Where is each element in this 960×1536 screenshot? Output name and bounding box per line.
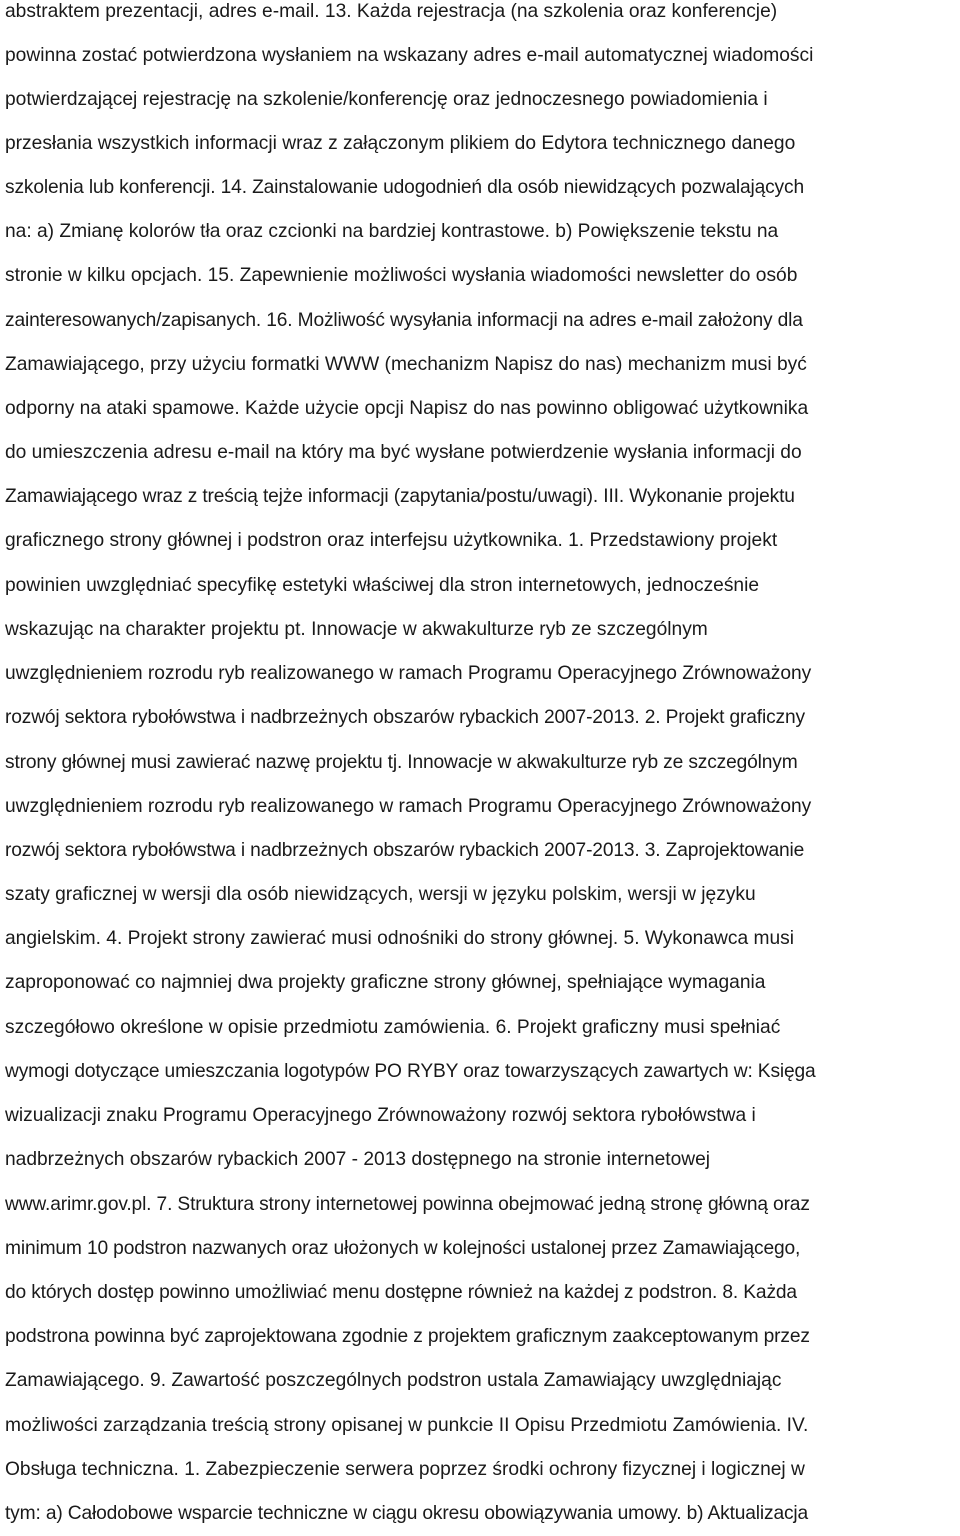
body-text-line: abstraktem prezentacji, adres e-mail. 13. Każda rejestracja (na szkolenia oraz konferencje) <box>5 1 778 22</box>
body-text-line: szaty graficznej w wersji dla osób niewidzących, wersji w języku polskim, wersji w języku <box>5 884 756 905</box>
body-text-line: stronie w kilku opcjach. 15. Zapewnienie możliwości wysłania wiadomości newsletter do osób <box>5 265 798 286</box>
body-text-line: Zamawiającego wraz z treścią tejże informacji (zapytania/postu/uwagi). III. Wykonanie projektu <box>5 486 795 507</box>
body-text-line: odporny na ataki spamowe. Każde użycie opcji Napisz do nas powinno obligować użytkownika <box>5 398 809 419</box>
body-text-line: do umieszczenia adresu e-mail na który ma być wysłane potwierdzenie wysłania informacji do <box>5 442 802 463</box>
body-text-line: nadbrzeżnych obszarów rybackich 2007 - 2013 dostępnego na stronie internetowej <box>5 1149 711 1170</box>
body-text-line: rozwój sektora rybołówstwa i nadbrzeżnych obszarów rybackich 2007-2013. 3. Zaprojektowanie <box>5 840 805 861</box>
body-text-line: zainteresowanych/zapisanych. 16. Możliwość wysyłania informacji na adres e-mail założony dla <box>5 310 803 331</box>
body-text-line: powinien uwzględniać specyfikę estetyki właściwej dla stron internetowych, jednocześnie <box>5 575 760 596</box>
body-text-line: potwierdzającej rejestrację na szkolenie/konferencję oraz jednoczesnego powiadomienia i <box>5 89 768 110</box>
body-text-line: uwzględnieniem rozrodu ryb realizowanego w ramach Programu Operacyjnego Zrównoważony <box>5 663 812 684</box>
body-text-line: możliwości zarządzania treścią strony opisanej w punkcie II Opisu Przedmiotu Zamówienia. IV. <box>5 1415 809 1436</box>
body-text-line: przesłania wszystkich informacji wraz z załączonym plikiem do Edytora technicznego danego <box>5 133 796 154</box>
body-text-line: angielskim. 4. Projekt strony zawierać musi odnośniki do strony głównej. 5. Wykonawca musi <box>5 928 794 949</box>
body-text-line: zaproponować co najmniej dwa projekty graficzne strony głównej, spełniające wymagania <box>5 972 766 993</box>
body-text-line: na: a) Zmianę kolorów tła oraz czcionki na bardziej kontrastowe. b) Powiększenie tekstu na <box>5 221 779 242</box>
body-text-line: strony głównej musi zawierać nazwę projektu tj. Innowacje w akwakulturze ryb ze szczególnym <box>5 752 798 773</box>
body-text-line: szkolenia lub konferencji. 14. Zainstalowanie udogodnień dla osób niewidzących pozwalających <box>5 177 804 198</box>
body-text-line: szczegółowo określone w opisie przedmiotu zamówienia. 6. Projekt graficzny musi spełniać <box>5 1017 781 1038</box>
body-text-line: wizualizacji znaku Programu Operacyjnego Zrównoważony rozwój sektora rybołówstwa i <box>5 1105 756 1126</box>
body-text-line: graficznego strony głównej i podstron oraz interfejsu użytkownika. 1. Przedstawiony projekt <box>5 530 778 551</box>
body-text-line: Zamawiającego, przy użyciu formatki WWW (mechanizm Napisz do nas) mechanizm musi być <box>5 354 807 375</box>
body-text-line: tym: a) Całodobowe wsparcie techniczne w ciągu okresu obowiązywania umowy. b) Aktualizacja <box>5 1503 809 1524</box>
body-text-line: uwzględnieniem rozrodu ryb realizowanego w ramach Programu Operacyjnego Zrównoważony <box>5 796 812 817</box>
body-text-line: Obsługa techniczna. 1. Zabezpieczenie serwera poprzez środki ochrony fizycznej i logicznej w <box>5 1459 805 1480</box>
body-text-line: www.arimr.gov.pl. 7. Struktura strony internetowej powinna obejmować jedną stronę główną oraz <box>5 1194 810 1215</box>
body-text-line: podstrona powinna być zaprojektowana zgodnie z projektem graficznym zaakceptowanym przez <box>5 1326 810 1347</box>
body-text-line: wymogi dotyczące umieszczania logotypów PO RYBY oraz towarzyszących zawartych w: Księga <box>5 1061 816 1082</box>
body-text-line: wskazując na charakter projektu pt. Innowacje w akwakulturze ryb ze szczególnym <box>5 619 708 640</box>
body-text-line: do których dostęp powinno umożliwiać menu dostępne również na każdej z podstron. 8. Każda <box>5 1282 797 1303</box>
body-text-line: powinna zostać potwierdzona wysłaniem na wskazany adres e-mail automatycznej wiadomości <box>5 45 814 66</box>
body-text-line: minimum 10 podstron nazwanych oraz ułożonych w kolejności ustalonej przez Zamawiającego, <box>5 1238 801 1259</box>
body-text-line: Zamawiającego. 9. Zawartość poszczególnych podstron ustala Zamawiający uwzględniając <box>5 1370 782 1391</box>
body-text-line: rozwój sektora rybołówstwa i nadbrzeżnych obszarów rybackich 2007-2013. 2. Projekt graficzny <box>5 707 805 728</box>
